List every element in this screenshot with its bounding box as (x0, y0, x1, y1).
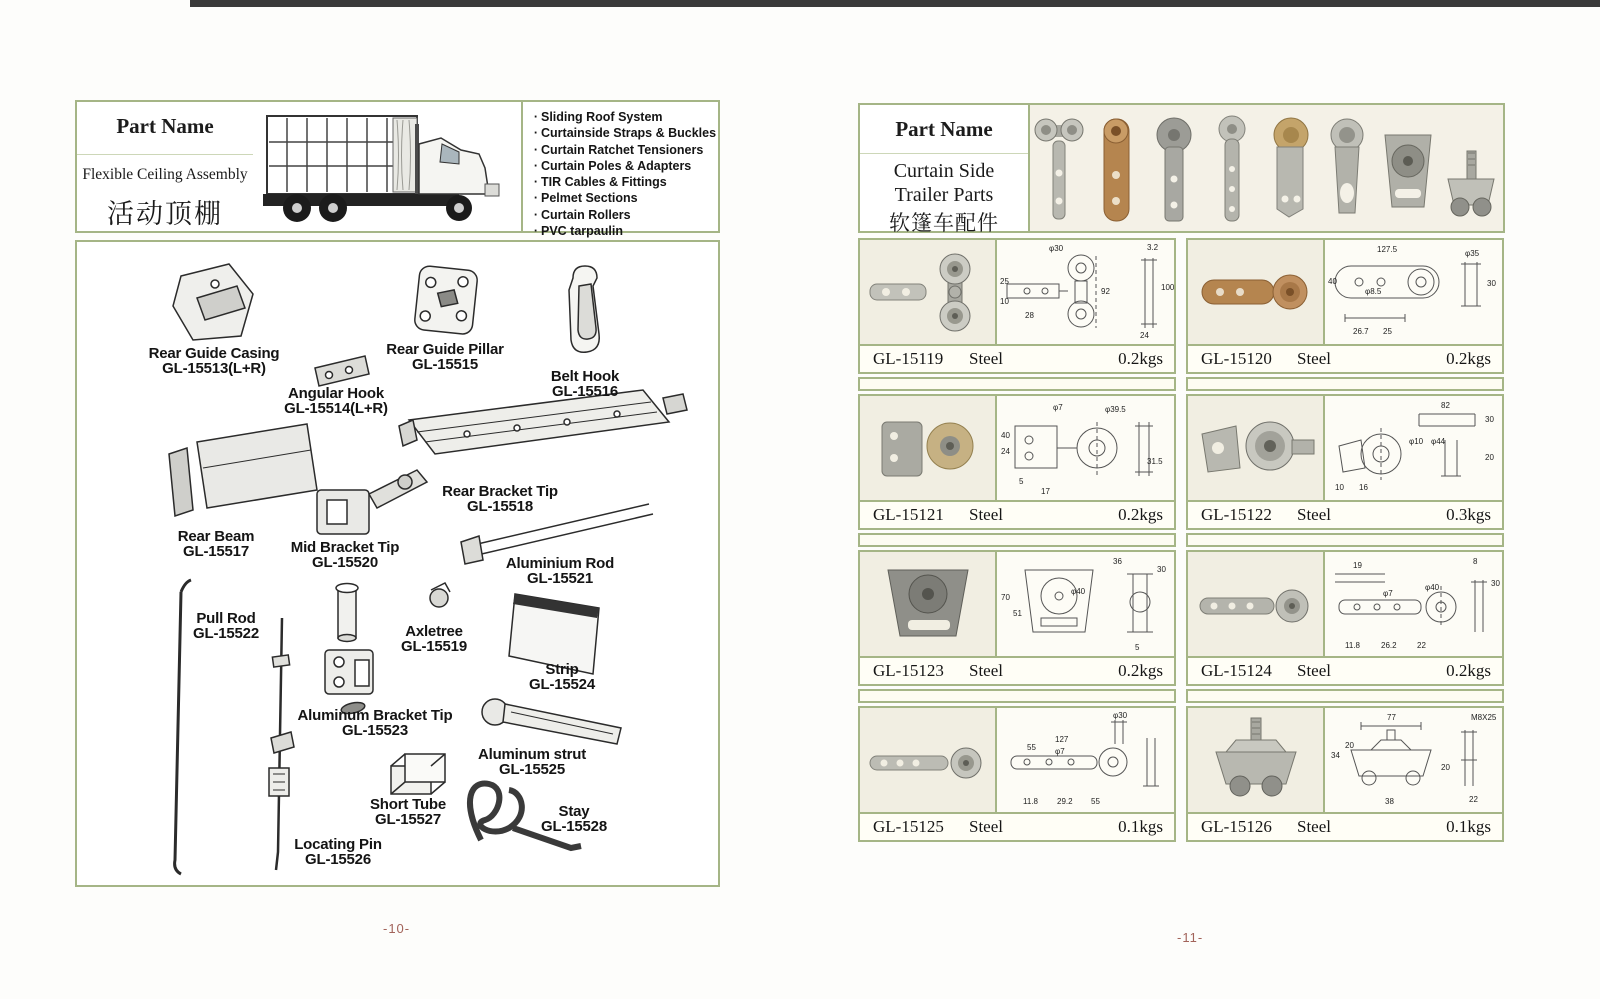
dim-label: 10 (1335, 483, 1344, 492)
part-drawing (995, 708, 1174, 812)
part-label: Strip GL-15524 (529, 661, 595, 693)
feature-item: · TIR Cables & Fittings (531, 174, 718, 190)
part-weight: 0.2kgs (1446, 661, 1491, 680)
page-number-left: -10- (383, 921, 411, 936)
part-label: Locating Pin GL-15526 (294, 836, 382, 868)
part-photo (860, 240, 995, 344)
part-name-title: Part Name (116, 114, 214, 138)
part-photo (860, 552, 995, 656)
part-cell-gl15122 (1186, 394, 1504, 530)
dim-label: 24 (1001, 447, 1010, 456)
header-divider (860, 153, 1028, 154)
part-photo (1188, 240, 1323, 344)
dim-label: φ39.5 (1105, 405, 1126, 414)
dim-label: φ44 (1431, 437, 1446, 446)
bullet: · (533, 158, 539, 173)
part-photo (1188, 396, 1323, 500)
dim-label: 22 (1417, 641, 1426, 650)
header-part-photo-5 (1263, 113, 1315, 229)
product-name-zh: 软篷车配件 (889, 211, 999, 235)
part-weight: 0.3kgs (1446, 505, 1491, 524)
header-divider (77, 154, 253, 155)
part-cell-gl15120 (1186, 238, 1504, 374)
dim-label: φ7 (1055, 747, 1065, 756)
dim-label: 20 (1485, 453, 1494, 462)
dim-label: 28 (1025, 311, 1034, 320)
divider-strip (858, 689, 1176, 703)
part-caption-row (1188, 656, 1502, 684)
part-cell-gl15123 (858, 550, 1176, 686)
dim-label: 10 (1000, 297, 1009, 306)
product-name-en: Flexible Ceiling Assembly (82, 166, 248, 183)
part-label: Pull Rod GL-15522 (193, 610, 259, 642)
part-photo (1188, 708, 1323, 812)
part-caption-row (1188, 500, 1502, 528)
dim-label: 19 (1353, 561, 1362, 570)
part-drawing (1323, 396, 1502, 500)
part-label: Aluminum strut GL-15525 (477, 746, 587, 778)
part-caption-row (860, 500, 1174, 528)
part-caption-row (860, 656, 1174, 684)
part-caption-row (1188, 812, 1502, 840)
header-part-photo-7 (1379, 113, 1437, 229)
divider-strip (1186, 377, 1504, 391)
feature-list (521, 102, 718, 239)
part-label: Short Tube GL-15527 (369, 796, 447, 828)
dim-label: 51 (1013, 609, 1022, 618)
part-label: Mid Bracket Tip GL-15520 (290, 539, 400, 571)
part-code: GL-15125 (873, 817, 944, 836)
part-cell-gl15119 (858, 238, 1176, 374)
part-code: GL-15123 (873, 661, 944, 680)
part-code: GL-15124 (1201, 661, 1272, 680)
product-name-zh: 活动顶棚 (107, 199, 223, 229)
dim-label: 127 (1055, 735, 1069, 744)
divider-strip (858, 377, 1176, 391)
bullet: · (533, 175, 539, 190)
part-code: GL-15126 (1201, 817, 1272, 836)
dim-label: φ40 (1425, 583, 1440, 592)
feature-item: · Curtainside Straps & Buckles (531, 125, 718, 141)
dim-label: φ7 (1383, 589, 1393, 598)
dim-label: 40 (1001, 431, 1010, 440)
feature-item: · Sliding Roof System (531, 109, 718, 125)
dim-label: 11.8 (1345, 641, 1360, 650)
dim-label: 40 (1328, 277, 1337, 286)
part-label: Rear Guide Casing GL-15513(L+R) (148, 345, 280, 377)
part-caption-row (860, 812, 1174, 840)
feature-item: · Curtain Rollers (531, 207, 718, 223)
part-label: Angular Hook GL-15514(L+R) (284, 385, 388, 417)
parts-grid-column-2 (1186, 238, 1504, 845)
part-photo (860, 396, 995, 500)
part-code: GL-15120 (1201, 349, 1272, 368)
part-caption-row (1188, 344, 1502, 372)
dim-label: 30 (1487, 279, 1496, 288)
part-drawing (1323, 552, 1502, 656)
part-weight: 0.2kgs (1446, 349, 1491, 368)
dim-label: φ35 (1465, 249, 1480, 258)
part-caption-row (860, 344, 1174, 372)
part-label: Rear Guide Pillar GL-15515 (386, 341, 504, 373)
feature-item: · Pelmet Sections (531, 190, 718, 206)
bullet: · (533, 224, 539, 239)
dim-label: 5 (1019, 477, 1024, 486)
part-weight: 0.1kgs (1118, 817, 1163, 836)
bullet: · (533, 126, 539, 141)
dim-label: 5 (1135, 643, 1140, 652)
dim-label: 20 (1441, 763, 1450, 772)
part-drawing (1323, 240, 1502, 344)
dim-label: 29.2 (1057, 797, 1073, 806)
dim-label: 24 (1140, 331, 1149, 340)
dim-label: 30 (1491, 579, 1500, 588)
part-material: Steel (1297, 661, 1331, 680)
part-weight: 0.2kgs (1118, 349, 1163, 368)
dim-label: φ40 (1071, 587, 1086, 596)
part-name-title: Part Name (895, 117, 993, 141)
part-label: Rear Beam GL-15517 (177, 528, 255, 560)
part-material: Steel (969, 661, 1003, 680)
dim-label: 38 (1385, 797, 1394, 806)
part-drawing (995, 396, 1174, 500)
dim-label: φ8.5 (1365, 287, 1382, 296)
left-header-box (75, 100, 720, 239)
dim-label: 26.2 (1381, 641, 1397, 650)
dim-label: φ30 (1113, 711, 1128, 720)
truck-illustration (253, 102, 521, 231)
dim-label: 55 (1091, 797, 1100, 806)
part-material: Steel (1297, 505, 1331, 524)
part-material: Steel (1297, 349, 1331, 368)
part-material: Steel (969, 505, 1003, 524)
dim-label: 92 (1101, 287, 1110, 296)
divider-strip (1186, 689, 1504, 703)
left-header-text-cell (77, 102, 253, 231)
parts-grid-column-1 (858, 238, 1176, 845)
part-code: GL-15121 (873, 505, 944, 524)
header-part-photo-4 (1206, 113, 1258, 229)
dim-label: φ30 (1049, 244, 1064, 253)
header-part-photo-6 (1321, 113, 1373, 229)
right-header-box (858, 103, 1505, 233)
part-drawing (995, 240, 1174, 344)
dim-label: 70 (1001, 593, 1010, 602)
part-label: Aluminum Bracket Tip GL-15523 (297, 707, 453, 739)
part-material: Steel (969, 817, 1003, 836)
part-label: Stay GL-15528 (541, 803, 607, 835)
part-photo (1188, 552, 1323, 656)
bullet: · (533, 207, 539, 222)
dim-label: 8 (1473, 557, 1478, 566)
part-cell-gl15121 (858, 394, 1176, 530)
part-drawing (995, 552, 1174, 656)
header-part-photo-8 (1442, 113, 1500, 229)
part-drawing (1323, 708, 1502, 812)
part-code: GL-15122 (1201, 505, 1272, 524)
dim-label: φ10 (1409, 437, 1424, 446)
part-cell-gl15126 (1186, 706, 1504, 842)
dim-label: 26.7 (1353, 327, 1369, 336)
dim-label: 25 (1000, 277, 1009, 286)
part-weight: 0.1kgs (1446, 817, 1491, 836)
bullet: · (533, 110, 539, 124)
header-part-photo-2 (1090, 113, 1142, 229)
part-weight: 0.2kgs (1118, 661, 1163, 680)
part-weight: 0.2kgs (1118, 505, 1163, 524)
header-part-photo-3 (1148, 113, 1200, 229)
bullet: · (533, 191, 539, 206)
divider-strip (1186, 533, 1504, 547)
exploded-diagram-box (75, 240, 720, 887)
part-code: GL-15119 (873, 349, 944, 368)
dim-label: 77 (1387, 713, 1396, 722)
divider-strip (858, 533, 1176, 547)
dim-label: M8X25 (1471, 713, 1497, 722)
part-cell-gl15124 (1186, 550, 1504, 686)
dim-label: 36 (1113, 557, 1122, 566)
dim-label: 34 (1331, 751, 1340, 760)
bullet: · (533, 142, 539, 157)
part-label: Axletree GL-15519 (401, 623, 467, 655)
feature-item: · PVC tarpaulin (531, 223, 718, 239)
dim-label: 3.2 (1147, 243, 1159, 252)
page-number-right: -11- (1177, 930, 1204, 945)
dim-label: 31.5 (1147, 457, 1163, 466)
part-label: Rear Bracket Tip GL-15518 (442, 483, 558, 515)
feature-item: · Curtain Poles & Adapters (531, 158, 718, 174)
curtainside-truck-photo (253, 102, 521, 231)
dim-label: 30 (1157, 565, 1166, 574)
dim-label: 82 (1441, 401, 1450, 410)
parts-group-photo (1030, 105, 1503, 231)
dim-label: 16 (1359, 483, 1368, 492)
dim-label: φ7 (1053, 403, 1063, 412)
dim-label: 55 (1027, 743, 1036, 752)
dim-label: 100 (1161, 283, 1175, 292)
part-material: Steel (1297, 817, 1331, 836)
product-name-en-2: Trailer Parts (894, 184, 994, 206)
dim-label: 17 (1041, 487, 1050, 496)
part-label: Belt Hook GL-15516 (550, 368, 620, 400)
product-name-en-1: Curtain Side (893, 160, 995, 182)
dim-label: 20 (1345, 741, 1354, 750)
header-part-photo-1 (1033, 113, 1085, 229)
scan-top-edge (190, 0, 1600, 7)
right-header-text-cell (860, 105, 1030, 235)
part-label: Aluminium Rod GL-15521 (505, 555, 615, 587)
dim-label: 25 (1383, 327, 1392, 336)
part-cell-gl15125 (858, 706, 1176, 842)
dim-label: 30 (1485, 415, 1494, 424)
dim-label: 127.5 (1377, 245, 1398, 254)
part-photo (860, 708, 995, 812)
dim-label: 22 (1469, 795, 1478, 804)
feature-item: · Curtain Ratchet Tensioners (531, 142, 718, 158)
part-material: Steel (969, 349, 1003, 368)
dim-label: 11.8 (1023, 797, 1038, 806)
